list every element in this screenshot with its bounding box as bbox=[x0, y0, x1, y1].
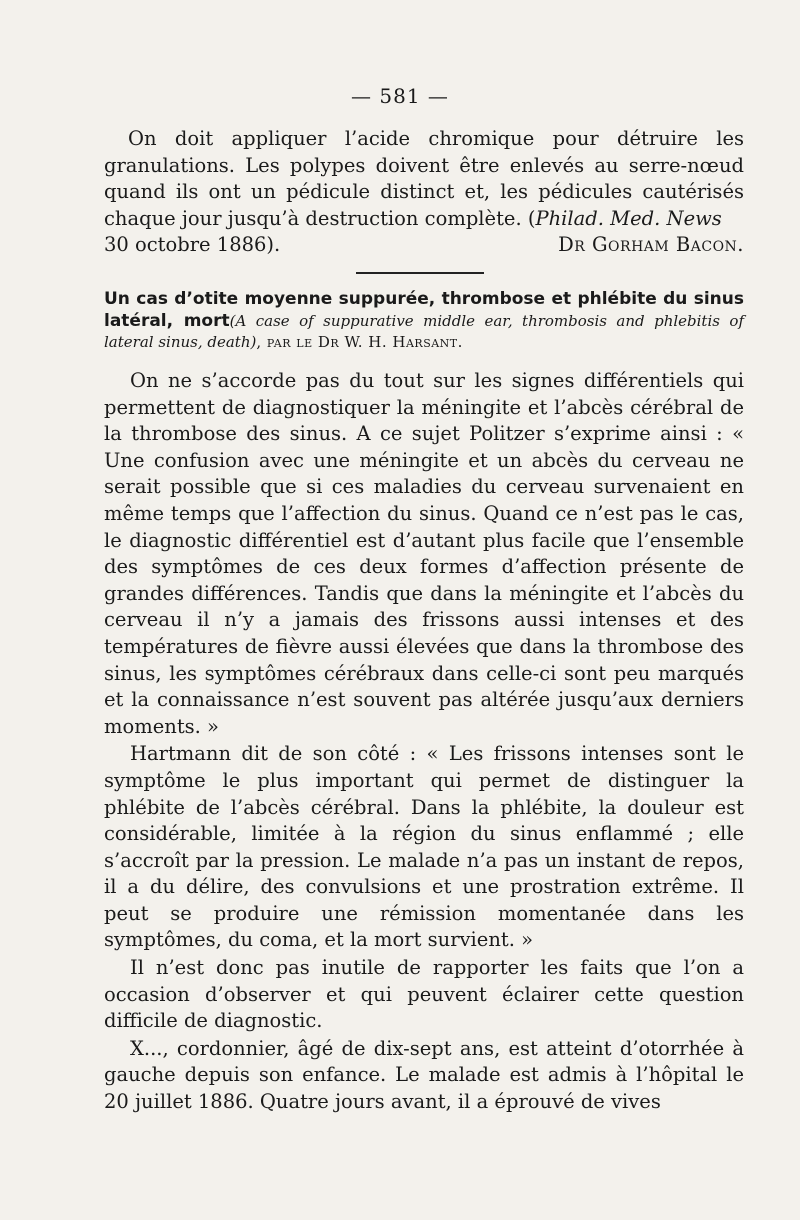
author-signature: Dr Gorham Bacon. bbox=[558, 233, 744, 257]
body-paragraph: Hartmann dit de son côté : « Les frissons intenses sont le symptôme le plus important qui permet de distinguer la phlébite de l’abcès cérébral. Dans la phlébite, la douleur est considérable, limitée à la région du sinus enflammé ; elle s’accroît par la pression. Le malade n’a pas un instant de repos, il a du délire, des convulsions et une prostration extrême. Il peut se produire une rémission momentanée dans les symptômes, du coma, et la mort survient. » bbox=[104, 742, 744, 952]
intro-paragraph bbox=[104, 126, 744, 259]
body-paragraph: Il n’est donc pas inutile de rapporter les faits que l’on a occasion d’observer et qui peuvent éclairer cette question difficile de diagnostic. bbox=[104, 956, 744, 1033]
page-number: — 581 — bbox=[351, 84, 449, 108]
body-paragraph: X..., cordonnier, âgé de dix-sept ans, est atteint d’otorrhée à gauche depuis son enfance. Le malade est admis à l’hôpital le 20 juillet 1886. Quatre jours avant, il a éprouvé de vives bbox=[104, 1036, 744, 1114]
article-heading bbox=[104, 289, 744, 354]
article-title: Un cas d’otite moyenne suppurée, thrombose et phlébite du sinus latéral, mort bbox=[104, 289, 744, 331]
intro-text: On doit appliquer l’acide chromique pour détruire les granulations. Les polypes doivent être enlevés au serre-nœud quand ils ont un pédicule distinct et, les pédicules cautérisés chaque jour jusqu’à destruction complète. bbox=[104, 127, 744, 230]
body-paragraph: On ne s’accorde pas du tout sur les signes différentiels qui permettent de diagnostiquer la méningite et l’abcès cérébral de la thrombose des sinus. A ce sujet Politzer s’exprime ainsi : « Une confusion avec une méningite et un abcès du cerveau ne serait possible que si ces maladies du cerveau survenaient en même temps que l’affection du sinus. Quand ce n’est pas le cas, le diagnostic différentiel est d’autant plus facile que l’ensemble des symptômes de ces deux formes d’affection présente de grandes différences. Tandis que dans la méningite et l’abcès du cerveau il n’y a jamais des frissons aussi intenses et des températures de fièvre aussi élevées que dans la thrombose des sinus, les symptômes cérébraux dans celle-ci sont peu marqués et la connaissance n’est souvent pas altérée jusqu’aux derniers moments. » bbox=[104, 369, 744, 738]
citation-journal: Philad. Med. News bbox=[535, 206, 722, 230]
citation-signature-line bbox=[104, 232, 744, 259]
section-divider bbox=[356, 272, 484, 274]
citation-open: ( bbox=[527, 206, 536, 230]
article-title-english: (A case of suppurative middle ear, thrombosis and phlebitis of lateral sinus, death) bbox=[104, 311, 744, 351]
article-body bbox=[104, 368, 744, 1116]
article-byline: , par le Dr W. H. Harsant. bbox=[256, 333, 463, 351]
citation-date: 30 octobre 1886). bbox=[104, 233, 281, 257]
